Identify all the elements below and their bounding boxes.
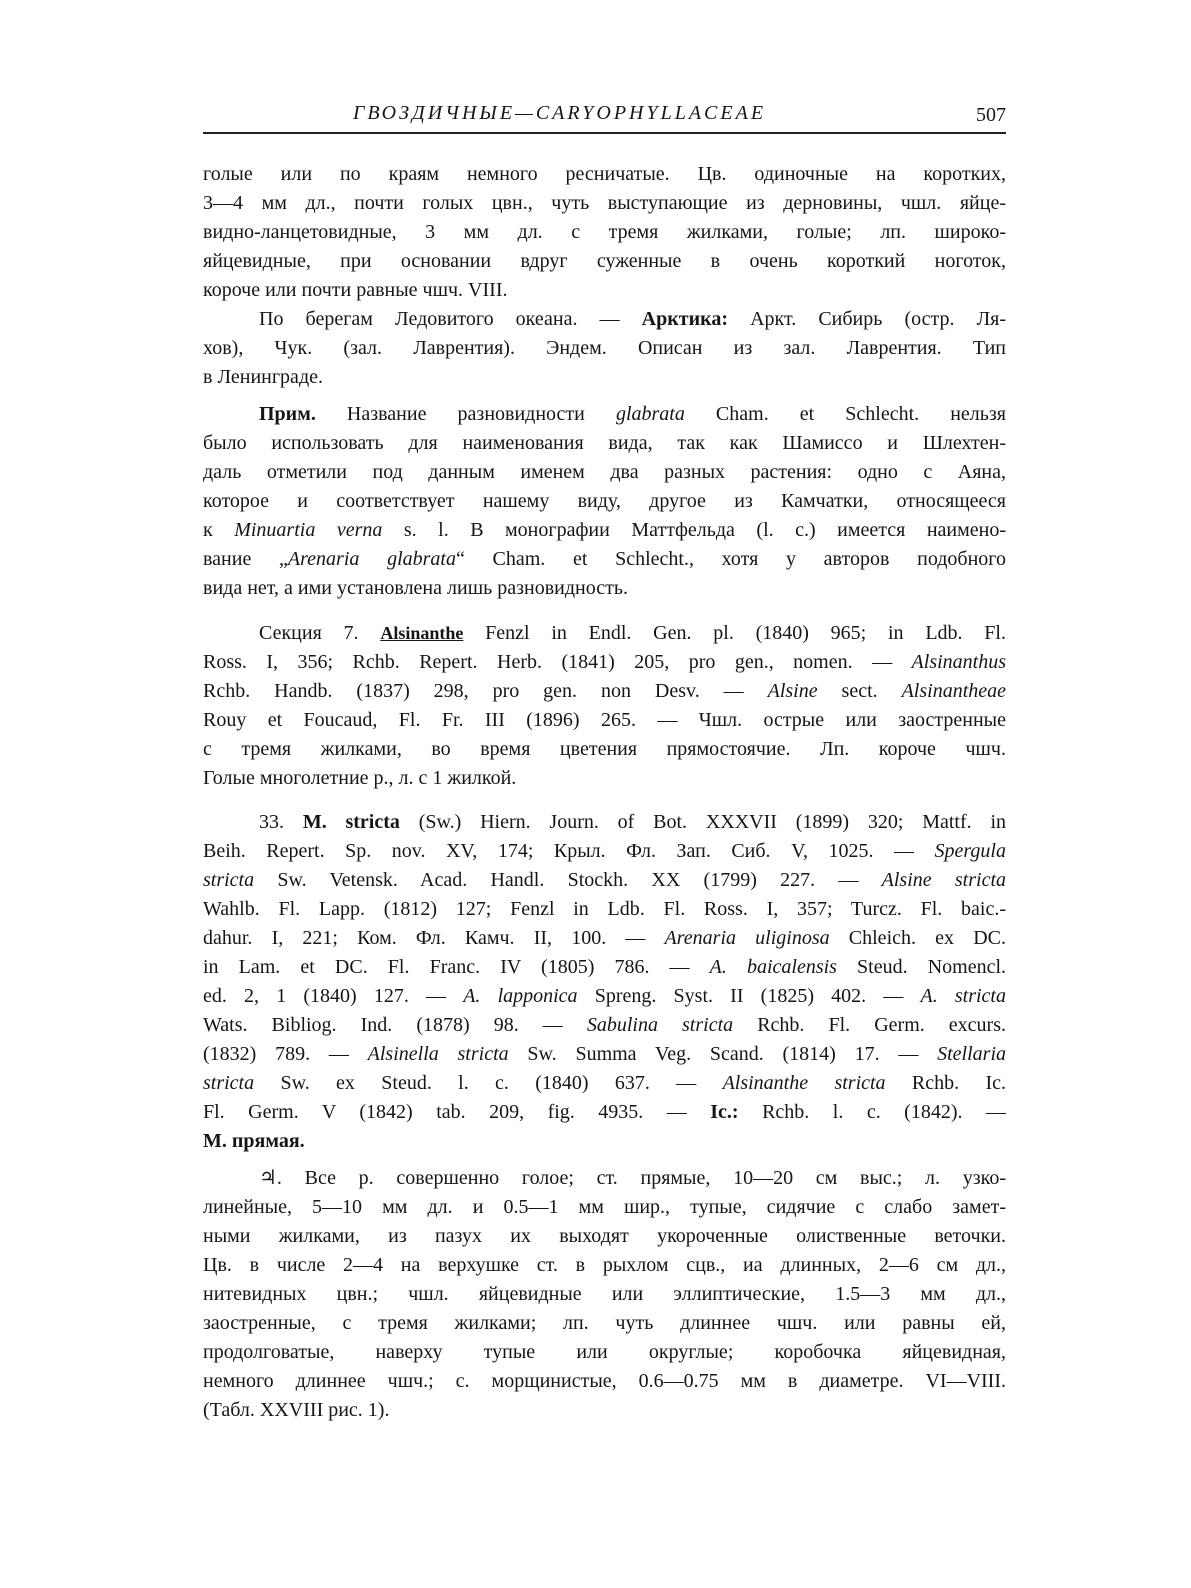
taxon-name: stricta (203, 1072, 255, 1094)
text-span: Rchb. l. c. (1842). — (738, 1101, 1006, 1123)
running-title: ГВОЗДИЧНЫЕ—CARYOPHYLLACEAE (353, 102, 767, 124)
text-span: (Sw.) Hiern. Journ. of Bot. XXXVII (1899) 320; Mattf. in (399, 811, 1006, 833)
taxon-name: Alsinanthe stricta (722, 1072, 886, 1094)
text-line (203, 1069, 1006, 1098)
text-line (203, 677, 1006, 706)
text-line (203, 1011, 1006, 1040)
text-line: хов), Чук. (зал. Лаврентия). Эндем. Описан из зал. Лаврентия. Тип (203, 337, 1006, 359)
text-line: заостренные, с тремя жилками; лп. чуть длиннее чшч. или равны ей, (203, 1312, 1006, 1334)
text-line: линейные, 5—10 мм дл. и 0.5—1 мм шир., тупые, сидячие с слабо замет- (203, 1196, 1006, 1218)
text-span: Rchb. Fl. Germ. excurs. (733, 1014, 1006, 1036)
note-label: Прим. (259, 403, 316, 425)
text-line (203, 516, 1006, 545)
text-span: По берегам Ледовитого океана. — (259, 308, 642, 330)
region-label: Арктика: (641, 308, 728, 330)
text-span: Rchb. Ic. (885, 1072, 1006, 1094)
text-line: даль отметили под данным именем два разных растения: одно с Аяна, (203, 461, 1006, 483)
text-span: к (203, 519, 235, 541)
text-span: Sw. ex Steud. l. c. (1840) 637. — (254, 1072, 723, 1094)
icon-label: Ic.: (710, 1101, 739, 1123)
text-span: Fl. Germ. V (1842) tab. 209, fig. 4935. — (203, 1101, 711, 1123)
taxon-name: Spergula (934, 840, 1006, 862)
text-line (203, 866, 1006, 895)
section-number: Секция 7. (259, 622, 381, 644)
text-span: Spreng. Syst. II (1825) 402. — (577, 985, 921, 1007)
page-number: 507 (976, 104, 1006, 126)
text-span: Beih. Repert. Sp. nov. XV, 174; Крыл. Фл. Зап. Сиб. V, 1025. — (203, 840, 935, 862)
text-line: ными жилками, из пазух их выходят укороченные олиственные веточки. (203, 1225, 1006, 1247)
text-line (203, 305, 1006, 334)
taxon-name: stricta (203, 869, 255, 891)
text-span: Ross. I, 356; Rchb. Repert. Herb. (1841) 205, pro gen., nomen. — (203, 651, 912, 673)
taxon-name: Stellaria (937, 1043, 1006, 1065)
text-line (203, 545, 1006, 574)
text-span: “ Cham. et Schlecht., хотя у авторов подобного (455, 548, 1006, 570)
text-span: Cham. et Schlecht. нельзя (684, 403, 1006, 425)
text-line (203, 982, 1006, 1011)
text-line (203, 619, 1006, 648)
text-line (203, 648, 1006, 677)
species-name: M. stricta (302, 811, 400, 833)
taxon-name: Sabulina stricta (586, 1014, 734, 1036)
taxon-name: Arenaria glabrata (287, 548, 456, 570)
species-entry (203, 808, 1006, 1156)
taxon-name: A. stricta (920, 985, 1006, 1007)
paragraph-distribution (203, 305, 1006, 392)
text-span: ed. 2, 1 (1840) 127. — (203, 985, 464, 1007)
text-span: Аркт. Сибирь (остр. Ля- (728, 308, 1006, 330)
paragraph-note (203, 400, 1006, 603)
text-line: яйцевидные, при основании вдруг суженные в очень короткий ноготок, (203, 250, 1006, 272)
text-span: Wats. Bibliog. Ind. (1878) 98. — (203, 1014, 587, 1036)
taxon-name: A. lapponica (463, 985, 578, 1007)
text-line: 3—4 мм дл., почти голых цвн., чуть выступающие из дерновины, чшл. яйце- (203, 192, 1006, 214)
taxon-name: A. baicalensis (709, 956, 837, 978)
text-span: (1832) 789. — (203, 1043, 368, 1065)
section-name: Alsinanthe (380, 623, 464, 643)
paragraph-continuation (203, 160, 1006, 305)
taxon-name: Alsinella stricta (367, 1043, 509, 1065)
text-line: короче или почти равные чшч. VIII. (203, 279, 508, 301)
text-line: видно-ланцетовидные, 3 мм дл. с тремя жилками, голые; лп. широко- (203, 221, 1006, 243)
taxon-name: Alsine (767, 680, 818, 702)
text-span: Название разновидности (315, 403, 616, 425)
text-line (203, 808, 1006, 837)
text-line: с тремя жилками, во время цветения прямостоячие. Лп. короче чшч. (203, 738, 1006, 760)
text-span: dahur. I, 221; Ком. Фл. Камч. II, 100. — (203, 927, 665, 949)
text-line (203, 924, 1006, 953)
running-header (203, 100, 1006, 134)
text-line (203, 1098, 1006, 1127)
text-span: Sw. Summa Veg. Scand. (1814) 17. — (508, 1043, 938, 1065)
text-span: Rchb. Handb. (1837) 298, pro gen. non Desv. — (203, 680, 768, 702)
text-span: s. l. В монографии Маттфельда (l. c.) имеется наимено- (382, 519, 1006, 541)
text-line (203, 837, 1006, 866)
text-line: было использовать для наименования вида, так как Шамиссо и Шлехтен- (203, 432, 1006, 454)
text-line (203, 400, 1006, 429)
text-line: голые или по краям немного ресничатые. Цв. одиночные на коротких, (203, 163, 1006, 185)
text-line: Rouy et Foucaud, Fl. Fr. III (1896) 265. — Чшл. острые или заостренные (203, 709, 1006, 731)
text-line: (Табл. XXVIII рис. 1). (203, 1399, 390, 1421)
taxon-name: Alsinanthus (911, 651, 1006, 673)
text-span: in Lam. et DC. Fl. Franc. IV (1805) 786. — (203, 956, 710, 978)
taxon-name: Alsinantheae (901, 680, 1006, 702)
text-line: нитевидных цвн.; чшл. яйцевидные или эллиптические, 1.5—3 мм дл., (203, 1283, 1006, 1305)
section-description (203, 619, 1006, 793)
species-description (203, 1164, 1006, 1425)
text-line: вида нет, а ими установлена лишь разновидность. (203, 577, 628, 599)
text-line: Голые многолетние р., л. с 1 жилкой. (203, 767, 517, 789)
species-number: 33. (259, 811, 303, 833)
taxon-name: Arenaria uliginosa (664, 927, 830, 949)
text-line: в Ленинграде. (203, 366, 323, 388)
text-line: Wahlb. Fl. Lapp. (1812) 127; Fenzl in Ldb. Fl. Ross. I, 357; Turcz. Fl. baic.- (203, 898, 1006, 920)
text-line: ♃. Все р. совершенно голое; ст. прямые, 10—20 см выс.; л. узко- (259, 1167, 1006, 1189)
text-line: немного длиннее чшч.; с. морщинистые, 0.6—0.75 мм в диаметре. VI—VIII. (203, 1370, 1006, 1392)
text-line (203, 953, 1006, 982)
common-name: M. прямая. (203, 1130, 305, 1152)
text-line: которое и соответствует нашему виду, другое из Камчатки, относящееся (203, 490, 1006, 512)
text-line: продолговатые, наверху тупые или округлые; коробочка яйцевидная, (203, 1341, 1006, 1363)
text-span: Chleich. ex DC. (829, 927, 1006, 949)
taxon-name: Minuartia verna (234, 519, 383, 541)
text-span: sect. (817, 680, 902, 702)
text-span: Fenzl in Endl. Gen. pl. (1840) 965; in Ldb. Fl. (463, 622, 1006, 644)
text-line (203, 1040, 1006, 1069)
text-span: Steud. Nomencl. (836, 956, 1006, 978)
taxon-name: Alsine stricta (881, 869, 1006, 891)
text-span: вание „ (203, 548, 288, 570)
taxon-name: glabrata (615, 403, 685, 425)
text-line: Цв. в числе 2—4 на верхушке ст. в рыхлом сцв., иа длинных, 2—6 см дл., (203, 1254, 1006, 1276)
text-span: Sw. Vetensk. Acad. Handl. Stockh. XX (1799) 227. — (254, 869, 882, 891)
